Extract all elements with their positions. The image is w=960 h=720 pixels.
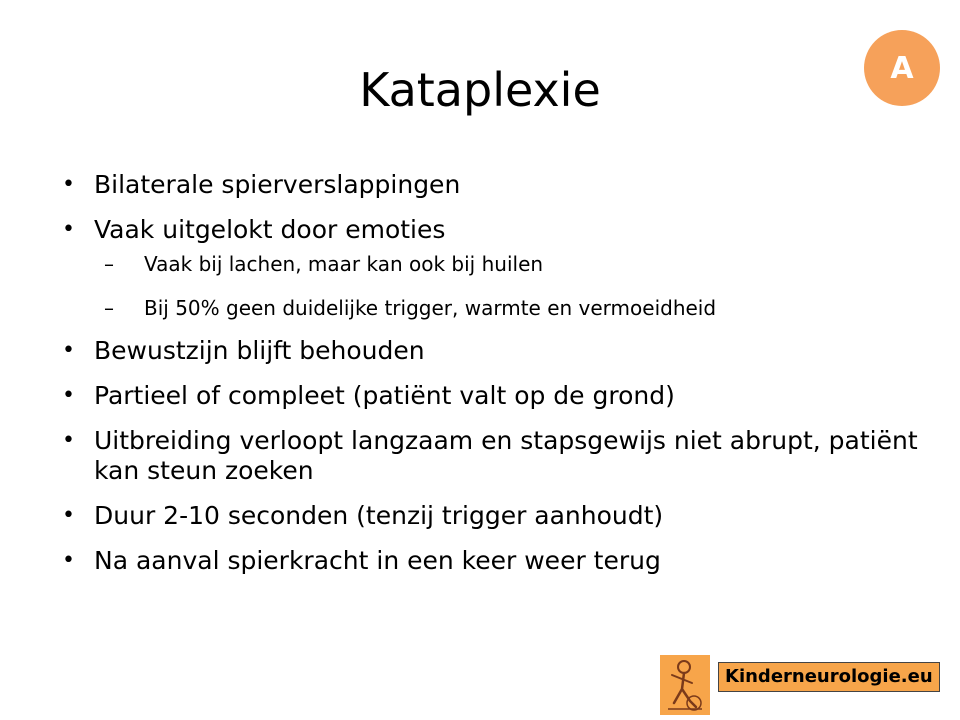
- bullet-text: Bewustzijn blijft behouden: [94, 336, 425, 365]
- list-item: [62, 336, 922, 366]
- sub-list-item: [104, 251, 922, 277]
- bullet-text: Vaak uitgelokt door emoties: [94, 215, 446, 244]
- sub-item-text: Bij 50% geen duidelijke trigger, warmte en vermoeidheid: [144, 296, 717, 320]
- logo: [660, 655, 940, 715]
- bullet-icon: •: [62, 383, 75, 408]
- bullet-text: Uitbreiding verloopt langzaam en stapsgewijs niet abrupt, patiënt kan steun zoeken: [94, 426, 918, 485]
- list-item: [62, 381, 922, 411]
- bullet-text: Bilaterale spierverslappingen: [94, 170, 461, 199]
- list-item: [62, 426, 922, 486]
- bullet-icon: •: [62, 503, 75, 528]
- sub-list: [94, 251, 922, 321]
- bullet-icon: •: [62, 428, 75, 453]
- dash-icon: –: [104, 296, 114, 320]
- list-item: [62, 215, 922, 321]
- bullet-icon: •: [62, 172, 75, 197]
- bullet-icon: •: [62, 217, 75, 242]
- bullet-text: Partieel of compleet (patiënt valt op de grond): [94, 381, 675, 410]
- slide-title: Kataplexie: [359, 63, 601, 117]
- dash-icon: –: [104, 252, 114, 276]
- bullet-list: [62, 170, 922, 591]
- list-item: [62, 170, 922, 200]
- bullet-text: Duur 2-10 seconden (tenzij trigger aanhoudt): [94, 501, 664, 530]
- bullet-icon: •: [62, 548, 75, 573]
- list-item: [62, 546, 922, 576]
- section-badge: A: [864, 30, 940, 106]
- sub-list-item: [104, 295, 922, 321]
- child-figure-icon: [660, 655, 710, 715]
- bullet-icon: •: [62, 338, 75, 363]
- list-item: [62, 501, 922, 531]
- sub-item-text: Vaak bij lachen, maar kan ook bij huilen: [144, 252, 544, 276]
- bullet-text: Na aanval spierkracht in een keer weer terug: [94, 546, 661, 575]
- logo-text: Kinderneurologie.eu: [718, 662, 940, 692]
